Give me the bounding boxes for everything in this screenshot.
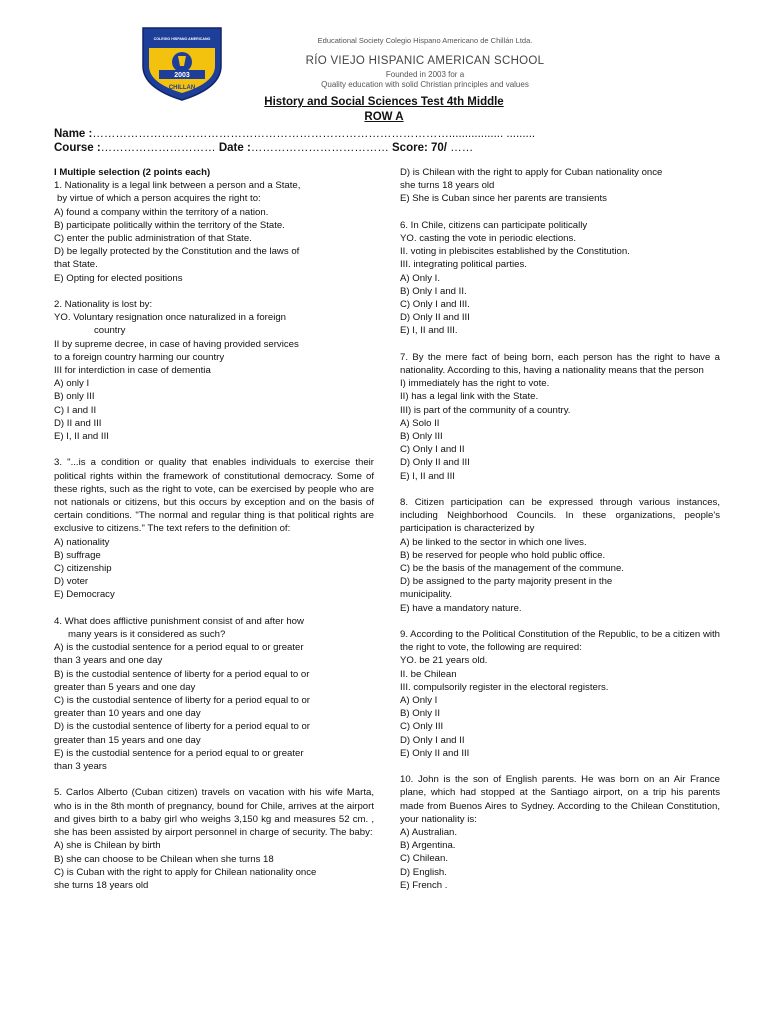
option-d-cont: she turns 18 years old — [400, 180, 495, 192]
row-label: ROW A — [364, 111, 404, 123]
statement-2: II. be Chilean — [400, 668, 457, 680]
option-e[interactable]: E) Democracy — [54, 589, 115, 601]
option-d-cont: municipality. — [400, 589, 453, 601]
question-text: by virtue of which a person acquires the right to: — [57, 193, 261, 205]
statement-1: YO. be 21 years old. — [400, 655, 488, 667]
question-9 — [400, 628, 720, 760]
section-heading: I Multiple selection (2 points each) — [54, 167, 211, 178]
statement-3: III. compulsorily register in the electoral registers. — [400, 681, 609, 693]
option-c[interactable]: C) is the custodial sentence of liberty for a period equal to or — [54, 695, 310, 707]
option-a[interactable]: A) Australian. — [400, 827, 458, 839]
course-label: Course : — [54, 142, 101, 154]
option-a[interactable]: A) Solo II — [400, 417, 440, 429]
question-text: 7. By the mere fact of being born, each person has the right to have a nationality. According to this, having a nationality means that the person — [400, 351, 720, 377]
option-a-cont: than 3 years and one day — [54, 655, 163, 667]
statement-2-cont: to a foreign country harming our country — [54, 351, 225, 363]
name-line — [54, 128, 535, 140]
question-text: 10. John is the son of English parents. He was born on an Air France plane, which had stopped at the Santiago airport, on a trip his parents made from Buenos Aires to Sydney. According to the Chilean Constitution, your nationality is: — [400, 774, 720, 825]
test-title: History and Social Sciences Test 4th Middle — [264, 96, 504, 108]
option-a[interactable]: A) Only I — [400, 695, 438, 707]
question-text: 4. What does afflictive punishment consist of and after how — [54, 615, 304, 627]
option-a[interactable]: A) only I — [54, 378, 90, 390]
option-c-cont: she turns 18 years old — [54, 879, 149, 891]
option-d-cont: that State. — [54, 259, 98, 271]
left-column — [54, 166, 374, 892]
option-b[interactable]: B) she can choose to be Chilean when she turns 18 — [54, 853, 274, 865]
question-1 — [54, 179, 374, 285]
option-a[interactable]: A) is the custodial sentence for a period equal to or greater — [54, 642, 304, 654]
option-e[interactable]: E) I, II and III — [400, 470, 455, 482]
statement-1: I) immediately has the right to vote. — [400, 378, 550, 390]
question-7 — [400, 351, 720, 483]
option-a[interactable]: A) she is Chilean by birth — [54, 840, 161, 852]
option-a[interactable]: A) nationality — [54, 536, 110, 548]
logo-top-text: COLEGIO HISPANO AMERICANO — [153, 37, 211, 41]
question-4 — [54, 615, 374, 773]
option-d[interactable]: D) English. — [400, 866, 447, 878]
option-e[interactable]: E) Only II and III — [400, 747, 470, 759]
option-d[interactable]: D) is the custodial sentence of liberty for a period equal to or — [54, 721, 310, 733]
option-b[interactable]: B) be reserved for people who hold public office. — [400, 549, 606, 561]
option-d[interactable]: D) be legally protected by the Constitution and the laws of — [54, 246, 300, 258]
name-label: Name : — [54, 128, 93, 140]
question-2 — [54, 298, 374, 443]
statement-1-cont: country — [94, 325, 126, 337]
option-c[interactable]: C) enter the public administration of that State. — [54, 233, 252, 245]
option-e-cont: than 3 years — [54, 761, 107, 773]
question-text: 6. In Chile, citizens can participate politically — [400, 219, 588, 231]
question-10 — [400, 773, 720, 892]
option-d[interactable]: D) II and III — [54, 417, 102, 429]
option-b[interactable]: B) Argentina. — [400, 840, 456, 852]
option-a[interactable]: A) Only I. — [400, 272, 440, 284]
question-text: 9. According to the Political Constitution of the Republic, to be a citizen with the right to vote, the following are required: — [400, 629, 720, 654]
option-c-cont: greater than 10 years and one day — [54, 708, 201, 720]
option-b[interactable]: B) Only II — [400, 708, 440, 720]
option-b[interactable]: B) Only I and II. — [400, 285, 467, 297]
option-d[interactable]: D) Only I and II — [400, 734, 465, 746]
option-b[interactable]: B) suffrage — [54, 549, 101, 561]
logo-city: CHILLAN — [168, 85, 196, 91]
date-label: Date : — [218, 142, 251, 154]
question-text-cont: many years is it considered as such? — [68, 629, 226, 641]
question-text: 5. Carlos Alberto (Cuban citizen) travels on vacation with his wife Marta, who is in the 8th month of pregnancy, bound for Chile, arrives at the airport and gives birth to a baby girl who weighs 3,150 kg and measures 52 cm. , she has been assisted by airport personnel in charge of security. The baby: — [54, 787, 374, 839]
school-motto: Quality education with solid Christian principles and values — [321, 80, 529, 89]
statement-3: III for interdiction in case of dementia — [54, 365, 211, 377]
option-d[interactable]: D) voter — [54, 576, 89, 588]
date-field[interactable]: ……………………………… — [250, 142, 389, 154]
question-text: 8. Citizen participation can be expressed through various instances, including Neighborhood Councils. In these organizations, people's participation is characterized by — [400, 497, 720, 535]
option-e[interactable]: E) I, II and III — [54, 431, 109, 443]
question-text: 1. Nationality is a legal link between a person and a State, — [54, 180, 301, 192]
option-c[interactable]: C) Only I and III. — [400, 299, 470, 311]
question-8 — [400, 496, 720, 615]
statement-2: II) has a legal link with the State. — [400, 391, 539, 403]
option-c[interactable]: C) be the basis of the management of the commune. — [400, 563, 624, 575]
option-d[interactable]: D) Only II and III — [400, 312, 470, 324]
option-c[interactable]: C) citizenship — [54, 563, 112, 575]
score-label: Score: 70/ — [392, 142, 447, 154]
option-b[interactable]: B) only III — [54, 391, 95, 403]
option-b[interactable]: B) is the custodial sentence of liberty for a period equal to or — [54, 668, 310, 680]
option-e[interactable]: E) Opting for elected positions — [54, 272, 183, 284]
option-d[interactable]: D) is Chilean with the right to apply for Cuban nationality once — [400, 167, 663, 178]
option-e[interactable]: E) She is Cuban since her parents are transients — [400, 193, 607, 205]
option-a[interactable]: A) be linked to the sector in which one lives. — [400, 536, 587, 548]
option-e[interactable]: E) French . — [400, 879, 448, 891]
option-e[interactable]: E) is the custodial sentence for a period equal to or greater — [54, 747, 304, 759]
statement-3: III. integrating political parties. — [400, 259, 527, 271]
society-name: Educational Society Colegio Hispano Americano de Chillán Ltda. — [317, 36, 533, 45]
option-b[interactable]: B) Only III — [400, 431, 443, 443]
statement-2: II by supreme decree, in case of having provided services — [54, 338, 299, 350]
option-a[interactable]: A) found a company within the territory of a nation. — [54, 206, 269, 218]
option-c[interactable]: C) is Cuban with the right to apply for Chilean nationality once — [54, 866, 317, 878]
statement-3: III) is part of the community of a country. — [400, 404, 571, 416]
statement-1: YO. casting the vote in periodic elections. — [400, 233, 576, 244]
question-5-continued — [400, 166, 720, 206]
option-c[interactable]: C) I and II — [54, 404, 97, 416]
option-b[interactable]: B) participate politically within the territory of the State. — [54, 219, 285, 231]
option-d[interactable]: D) be assigned to the party majority present in the — [400, 576, 613, 588]
option-b-cont: greater than 5 years and one day — [54, 681, 196, 693]
school-logo-shield-icon — [137, 26, 227, 102]
statement-2: II. voting in plebiscites established by the Constitution. — [400, 246, 630, 258]
question-5 — [54, 786, 374, 892]
score-field[interactable]: …… — [447, 142, 474, 154]
option-c[interactable]: C) Only I and II — [400, 444, 465, 456]
right-column — [400, 166, 720, 892]
logo-year: 2003 — [174, 72, 190, 79]
question-text: 3. "...is a condition or quality that enables individuals to exercise their political rights within the framework of constitutional democracy. Some of these rights, such as the right to vote, can be exercised by people who are not nationals or citizens, but this occurs by exception and on the basis of certain conditions. "The normal and regular thing is that political rights are exclusive to citizens." The text refers to the definition of: — [54, 457, 374, 535]
question-6 — [400, 219, 720, 338]
option-d[interactable]: D) Only II and III — [400, 457, 470, 469]
option-c[interactable]: C) Only III — [400, 721, 444, 733]
school-founded: Founded in 2003 for a — [385, 70, 465, 79]
statement-1: YO. Voluntary resignation once naturalized in a foreign — [54, 312, 286, 324]
option-c[interactable]: C) Chilean. — [400, 853, 448, 865]
school-name: RÍO VIEJO HISPANIC AMERICAN SCHOOL — [305, 55, 545, 67]
course-line — [54, 142, 473, 154]
option-e[interactable]: E) I, II and III. — [400, 325, 458, 337]
course-field[interactable]: ………………………… — [100, 142, 216, 154]
question-text: 2. Nationality is lost by: — [54, 299, 153, 311]
option-e[interactable]: E) have a mandatory nature. — [400, 602, 522, 614]
option-d-cont: greater than 15 years and one day — [54, 734, 201, 746]
question-3 — [54, 456, 374, 601]
name-field[interactable]: …………………………………………………………………………………................. ......... — [92, 128, 536, 140]
